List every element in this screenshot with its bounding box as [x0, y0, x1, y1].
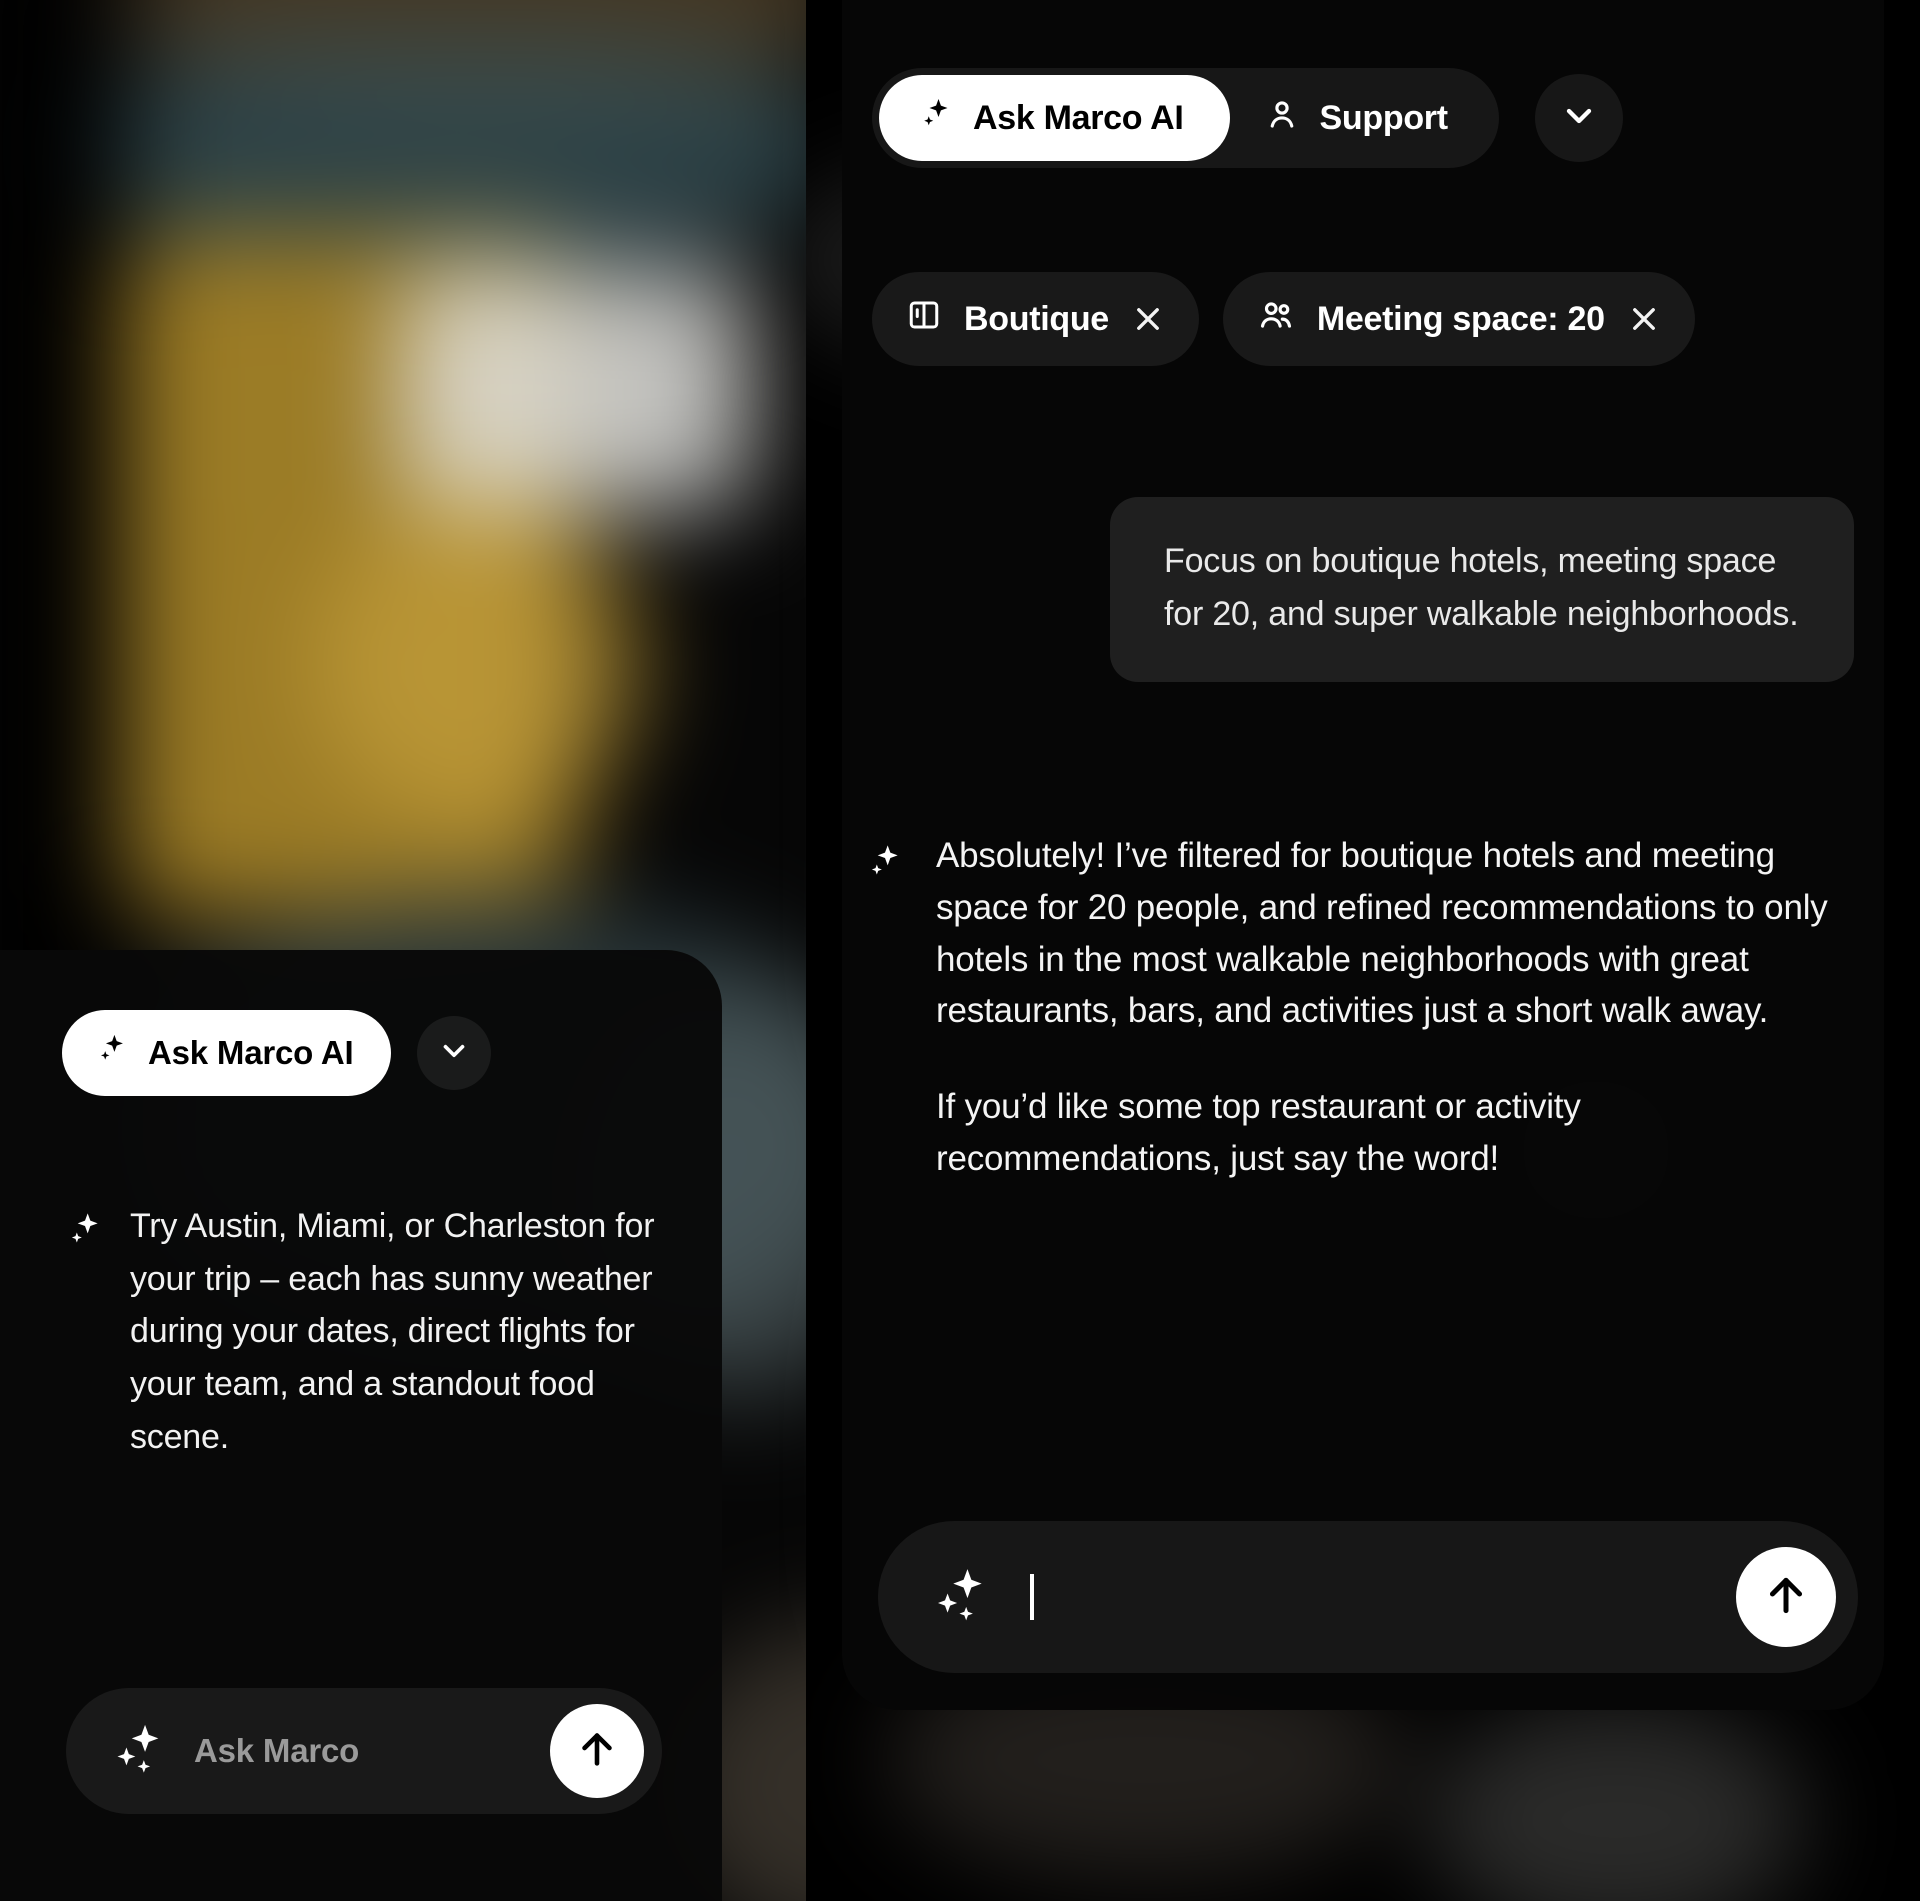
tab-ask-marco-ai-label: Ask Marco AI — [973, 98, 1184, 137]
sparkles-icon — [930, 1564, 992, 1631]
filter-chip-boutique[interactable] — [872, 272, 1199, 366]
left-send-button[interactable] — [550, 1704, 644, 1798]
filter-chip-meeting-space-label: Meeting space: 20 — [1316, 299, 1605, 338]
left-assistant-header — [62, 1010, 491, 1096]
left-composer-placeholder: Ask Marco — [194, 1732, 360, 1769]
sparkle-icon — [919, 96, 955, 141]
active-filter-chips — [872, 272, 1695, 366]
ai-response-message — [866, 830, 1856, 1185]
left-ai-message — [66, 1200, 666, 1463]
left-ask-marco-ai-label: Ask Marco AI — [148, 1034, 354, 1071]
tab-support[interactable] — [1230, 75, 1492, 161]
right-composer[interactable] — [878, 1521, 1858, 1673]
left-collapse-button[interactable] — [417, 1016, 491, 1090]
assistant-tab-segmented-control — [872, 68, 1499, 168]
sparkles-icon — [110, 1720, 168, 1783]
right-collapse-button[interactable] — [1535, 74, 1623, 162]
close-icon[interactable] — [1627, 302, 1661, 336]
assistant-tab-bar — [872, 66, 1884, 170]
left-composer[interactable] — [66, 1688, 662, 1814]
tab-ask-marco-ai[interactable] — [879, 75, 1230, 161]
chevron-down-icon — [1559, 96, 1599, 141]
filter-chip-boutique-label: Boutique — [964, 299, 1109, 338]
user-message-text: Focus on boutique hotels, meeting space for 20, and super walkable neighborhoods. — [1164, 542, 1799, 633]
sparkle-icon — [96, 1032, 130, 1074]
right-send-button[interactable] — [1736, 1547, 1836, 1647]
sparkle-icon — [66, 1200, 106, 1463]
user-message-bubble — [1110, 497, 1854, 682]
left-preview-pane — [0, 0, 806, 1901]
people-icon — [1257, 296, 1295, 343]
tab-support-label: Support — [1319, 98, 1448, 137]
person-icon — [1264, 96, 1300, 141]
building-icon — [906, 297, 942, 342]
filter-chip-meeting-space[interactable] — [1223, 272, 1695, 366]
chevron-down-icon — [437, 1034, 471, 1073]
arrow-up-icon — [574, 1726, 620, 1777]
close-icon[interactable] — [1131, 302, 1165, 336]
left-ai-message-text: Try Austin, Miami, or Charleston for your trip – each has sunny weather during your dates, direct flights for your team, and a standout food scene. — [130, 1207, 655, 1456]
arrow-up-icon — [1761, 1570, 1811, 1625]
left-ask-marco-ai-button[interactable] — [62, 1010, 391, 1096]
sparkle-icon — [866, 830, 906, 1185]
text-cursor — [1030, 1574, 1034, 1620]
ai-response-paragraph-1: Absolutely! I’ve filtered for boutique hotels and meeting space for 20 people, and refined recommendations to only hotels in the most walkable neighborhoods with great restaurants, bars, and activities just a short walk away. — [936, 836, 1828, 1031]
ai-response-paragraph-2: If you’d like some top restaurant or activity recommendations, just say the word! — [936, 1087, 1581, 1178]
